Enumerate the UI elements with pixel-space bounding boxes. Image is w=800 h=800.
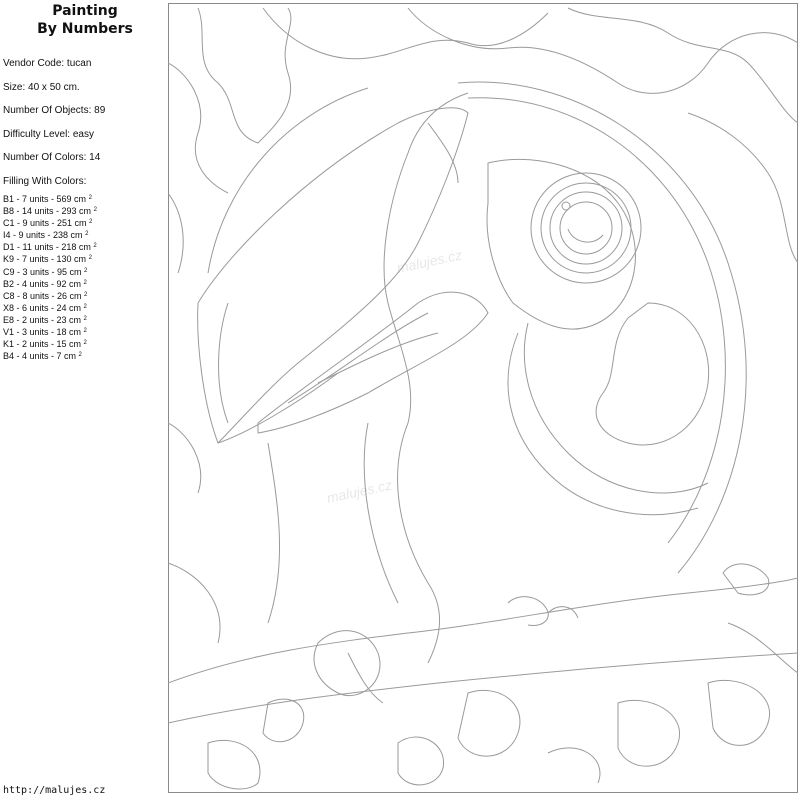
color-item — [3, 229, 97, 241]
page-title — [0, 2, 170, 38]
color-item-unit-exponent: 2 — [83, 315, 87, 322]
bg-shape — [198, 8, 291, 143]
branch-bottom — [168, 653, 798, 723]
color-item — [3, 290, 97, 302]
bg-shape — [168, 63, 228, 193]
filling-heading: Filling With Colors: — [3, 175, 87, 187]
color-item — [3, 338, 97, 350]
toucan-beak-lower — [258, 292, 488, 433]
color-item — [3, 193, 97, 205]
color-item — [3, 350, 97, 362]
color-item-text: K1 - 2 units - 15 cm — [3, 339, 82, 350]
color-item — [3, 266, 97, 278]
difficulty-level: Difficulty Level: easy — [3, 128, 94, 140]
color-list — [3, 193, 97, 362]
color-item-text: B4 - 4 units - 7 cm — [3, 351, 77, 362]
color-item-text: C8 - 8 units - 26 cm — [3, 290, 82, 301]
color-item-unit-exponent: 2 — [84, 291, 88, 298]
toucan-foot — [508, 597, 548, 626]
color-item-unit-exponent: 2 — [83, 340, 87, 347]
bg-shape — [168, 563, 220, 643]
color-item — [3, 253, 97, 265]
color-item-text: B2 - 4 units - 92 cm — [3, 278, 82, 289]
color-item-text: X8 - 6 units - 24 cm — [3, 302, 82, 313]
color-item — [3, 217, 97, 229]
bg-circle — [458, 82, 746, 573]
eye-ring-outer — [531, 173, 641, 283]
beak-line — [288, 313, 428, 403]
leaf — [263, 699, 304, 742]
color-item-text: V1 - 3 units - 18 cm — [3, 327, 82, 338]
beak-line — [318, 333, 438, 383]
toucan-body-left — [268, 443, 280, 623]
bg-shape — [263, 8, 548, 59]
toucan-face — [487, 159, 635, 329]
leaf — [708, 680, 770, 745]
bg-shape — [688, 113, 798, 263]
color-item-unit-exponent: 2 — [88, 255, 92, 262]
color-item-text: E8 - 2 units - 23 cm — [3, 314, 82, 325]
toucan-chest-patch — [596, 303, 709, 445]
number-of-colors: Number Of Colors: 14 — [3, 152, 101, 164]
number-of-objects: Number Of Objects: 89 — [3, 105, 106, 117]
color-item-unit-exponent: 2 — [93, 243, 97, 250]
toucan-outline-drawing — [168, 3, 798, 793]
color-item-unit-exponent: 2 — [88, 195, 92, 201]
bg-circle — [208, 88, 368, 273]
color-item-unit-exponent: 2 — [78, 352, 82, 359]
leaf — [398, 737, 444, 785]
info-panel — [3, 52, 105, 194]
bg-circle — [468, 98, 725, 543]
bg-shape — [728, 623, 798, 673]
watermark: malujes.cz — [395, 246, 464, 276]
color-item — [3, 278, 97, 290]
color-item-unit-exponent: 2 — [85, 231, 89, 238]
eye-dot — [562, 202, 570, 210]
size: Size: 40 x 50 cm. — [3, 81, 80, 93]
footer-url[interactable]: http://malujes.cz — [3, 785, 106, 796]
branch-top — [168, 578, 798, 683]
toucan-back — [364, 423, 398, 603]
leaf — [618, 700, 680, 766]
leaf — [458, 690, 520, 756]
color-item-unit-exponent: 2 — [93, 207, 97, 214]
toucan-beak-upper — [198, 108, 468, 443]
beak-line — [428, 123, 458, 183]
color-item-unit-exponent: 2 — [83, 279, 87, 286]
color-item-unit-exponent: 2 — [89, 219, 93, 226]
color-item — [3, 205, 97, 217]
watermark: malujes.cz — [325, 476, 394, 506]
color-item-unit-exponent: 2 — [83, 328, 87, 335]
beak-stripe — [219, 303, 228, 423]
toucan-belly-outline — [508, 333, 698, 515]
branch-knot — [723, 564, 769, 595]
toucan-belly — [524, 323, 708, 493]
toucan-wing — [398, 423, 440, 663]
leaf — [208, 740, 260, 789]
eye-ring-inner — [550, 192, 622, 264]
color-item-unit-exponent: 2 — [84, 267, 88, 274]
title-line-1: Painting — [52, 3, 118, 19]
eye-smile — [568, 229, 603, 242]
color-item-unit-exponent: 2 — [83, 303, 87, 310]
color-item — [3, 302, 97, 314]
bg-shape — [568, 8, 798, 123]
title-line-2: By Numbers — [37, 21, 133, 37]
color-item — [3, 326, 97, 338]
color-item — [3, 314, 97, 326]
bg-shape — [168, 423, 201, 493]
bg-shape — [408, 8, 798, 93]
color-item-text: D1 - 11 units - 218 cm — [3, 242, 91, 253]
color-item — [3, 241, 97, 253]
bg-shape — [168, 193, 183, 273]
color-item-text: C1 - 9 units - 251 cm — [3, 218, 87, 229]
eye-ring-mid — [541, 183, 631, 273]
color-item-text: I4 - 9 units - 238 cm — [3, 230, 83, 241]
leaf — [548, 748, 600, 783]
drawing-frame — [169, 4, 798, 793]
color-item-text: K9 - 7 units - 130 cm — [3, 254, 87, 265]
vendor-code: Vendor Code: tucan — [3, 58, 92, 69]
color-item-text: C9 - 3 units - 95 cm — [3, 266, 82, 277]
color-item-text: B8 - 14 units - 293 cm — [3, 206, 92, 217]
leaf — [314, 631, 380, 696]
color-item-text: B1 - 7 units - 569 cm — [3, 194, 87, 204]
coloring-canvas — [168, 3, 798, 793]
